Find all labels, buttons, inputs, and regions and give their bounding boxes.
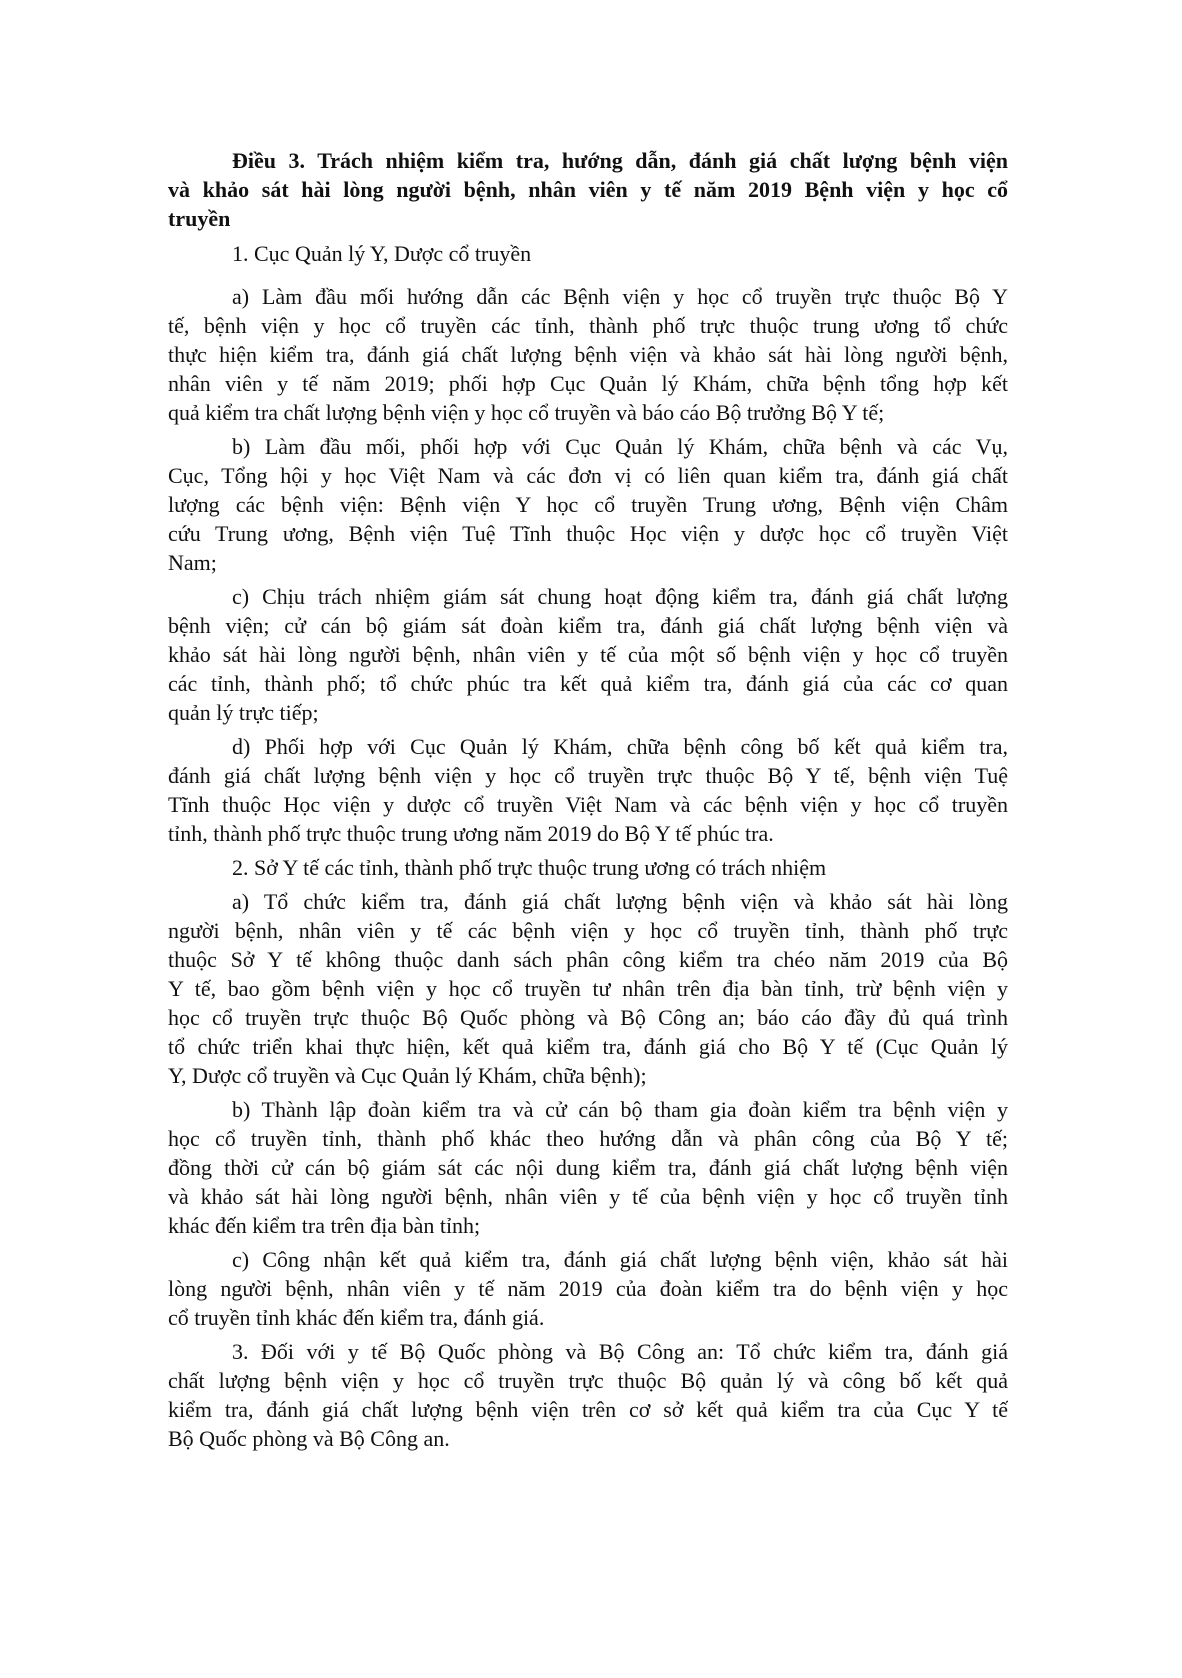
text-line: Y tế, bao gồm bệnh viện y học cổ truyền tư nhân trên địa bàn tỉnh, trừ bệnh viện y [168,976,1008,1001]
text-line: thuộc Sở Y tế không thuộc danh sách phân công kiểm tra chéo năm 2019 của Bộ [168,947,1008,972]
text-line: khảo sát hài lòng người bệnh, nhân viên y tế của một số bệnh viện y học cổ truyền [168,642,1008,667]
text-line: thực hiện kiểm tra, đánh giá chất lượng bệnh viện và khảo sát hài lòng người bệnh, [168,342,1008,367]
article-title [168,146,1008,233]
text-line: các tỉnh, thành phố; tổ chức phúc tra kết quả kiểm tra, đánh giá của các cơ quan [168,671,1008,696]
text-line: quả kiểm tra chất lượng bệnh viện y học cổ truyền và báo cáo Bộ trưởng Bộ Y tế; [168,400,885,425]
text-line: truyền [168,206,231,231]
text-line: Cục, Tổng hội y học Việt Nam và các đơn vị có liên quan kiểm tra, đánh giá chất [168,463,1008,488]
text-line: tổ chức triển khai thực hiện, kết quả kiểm tra, đánh giá cho Bộ Y tế (Cục Quản lý [168,1034,1008,1059]
text-line: tỉnh, thành phố trực thuộc trung ương năm 2019 do Bộ Y tế phúc tra. [168,821,774,846]
text-line: chất lượng bệnh viện y học cổ truyền trực thuộc Bộ quản lý và công bố kết quả [168,1368,1008,1393]
paragraph [168,887,1008,1090]
paragraph [168,1245,1008,1332]
text-line: đồng thời cử cán bộ giám sát các nội dung kiểm tra, đánh giá chất lượng bệnh viện [168,1155,1008,1180]
text-line: nhân viên y tế năm 2019; phối hợp Cục Quản lý Khám, chữa bệnh tổng hợp kết [168,371,1008,396]
text-line: cứu Trung ương, Bệnh viện Tuệ Tĩnh thuộc Học viện y dược học cổ truyền Việt [168,521,1008,546]
text-line: Nam; [168,550,217,575]
paragraph [168,1337,1008,1453]
text-line: người bệnh, nhân viên y tế các bệnh viện y học cổ truyền tỉnh, thành phố trực [168,918,1008,943]
text-line: c) Công nhận kết quả kiểm tra, đánh giá chất lượng bệnh viện, khảo sát hài [232,1247,1008,1272]
paragraph [168,1095,1008,1240]
text-line: đánh giá chất lượng bệnh viện y học cổ truyền trực thuộc Bộ Y tế, bệnh viện Tuệ [168,763,1008,788]
text-line: c) Chịu trách nhiệm giám sát chung hoạt động kiểm tra, đánh giá chất lượng [232,584,1008,609]
text-line: d) Phối hợp với Cục Quản lý Khám, chữa bệnh công bố kết quả kiểm tra, [232,734,1008,759]
section-heading [168,239,1008,268]
text-line: b) Thành lập đoàn kiểm tra và cử cán bộ tham gia đoàn kiểm tra bệnh viện y [232,1097,1008,1122]
text-line: lượng các bệnh viện: Bệnh viện Y học cổ truyền Trung ương, Bệnh viện Châm [168,492,1008,517]
text-line: 2. Sở Y tế các tỉnh, thành phố trực thuộc trung ương có trách nhiệm [232,855,827,880]
paragraph [168,853,1008,882]
article-body [168,239,1008,1453]
paragraph [168,582,1008,727]
text-line: và khảo sát hài lòng người bệnh, nhân viên y tế của bệnh viện y học cổ truyền tỉnh [168,1184,1008,1209]
paragraph [168,432,1008,577]
text-line: quản lý trực tiếp; [168,700,319,725]
document-page [168,146,1008,1458]
text-line: 1. Cục Quản lý Y, Dược cổ truyền [232,241,532,266]
text-line: và khảo sát hài lòng người bệnh, nhân viên y tế năm 2019 Bệnh viện y học cổ [168,177,1008,202]
paragraph [168,732,1008,848]
text-line: b) Làm đầu mối, phối hợp với Cục Quản lý Khám, chữa bệnh và các Vụ, [232,434,1008,459]
text-line: bệnh viện; cử cán bộ giám sát đoàn kiểm tra, đánh giá chất lượng bệnh viện và [168,613,1008,638]
text-line: khác đến kiểm tra trên địa bàn tỉnh; [168,1213,481,1238]
text-line: học cổ truyền trực thuộc Bộ Quốc phòng và Bộ Công an; báo cáo đầy đủ quá trình [168,1005,1008,1030]
text-line: học cổ truyền tỉnh, thành phố khác theo hướng dẫn và phân công của Bộ Y tế; [168,1126,1008,1151]
text-line: tế, bệnh viện y học cổ truyền các tỉnh, thành phố trực thuộc trung ương tổ chức [168,313,1008,338]
text-line: kiểm tra, đánh giá chất lượng bệnh viện trên cơ sở kết quả kiểm tra của Cục Y tế [168,1397,1008,1422]
text-line: a) Tổ chức kiểm tra, đánh giá chất lượng bệnh viện và khảo sát hài lòng [232,889,1008,914]
text-line: cổ truyền tỉnh khác đến kiểm tra, đánh giá. [168,1305,545,1330]
text-line: Điều 3. Trách nhiệm kiểm tra, hướng dẫn, đánh giá chất lượng bệnh viện [232,148,1008,173]
text-line: Y, Dược cổ truyền và Cục Quản lý Khám, chữa bệnh); [168,1063,647,1088]
text-line: a) Làm đầu mối hướng dẫn các Bệnh viện y học cổ truyền trực thuộc Bộ Y [232,284,1008,309]
paragraph [168,282,1008,427]
text-line: Bộ Quốc phòng và Bộ Công an. [168,1426,450,1451]
text-line: Tĩnh thuộc Học viện y dược cổ truyền Việt Nam và các bệnh viện y học cổ truyền [168,792,1008,817]
text-line: lòng người bệnh, nhân viên y tế năm 2019 của đoàn kiểm tra do bệnh viện y học [168,1276,1008,1301]
text-line: 3. Đối với y tế Bộ Quốc phòng và Bộ Công an: Tổ chức kiểm tra, đánh giá [232,1339,1008,1364]
